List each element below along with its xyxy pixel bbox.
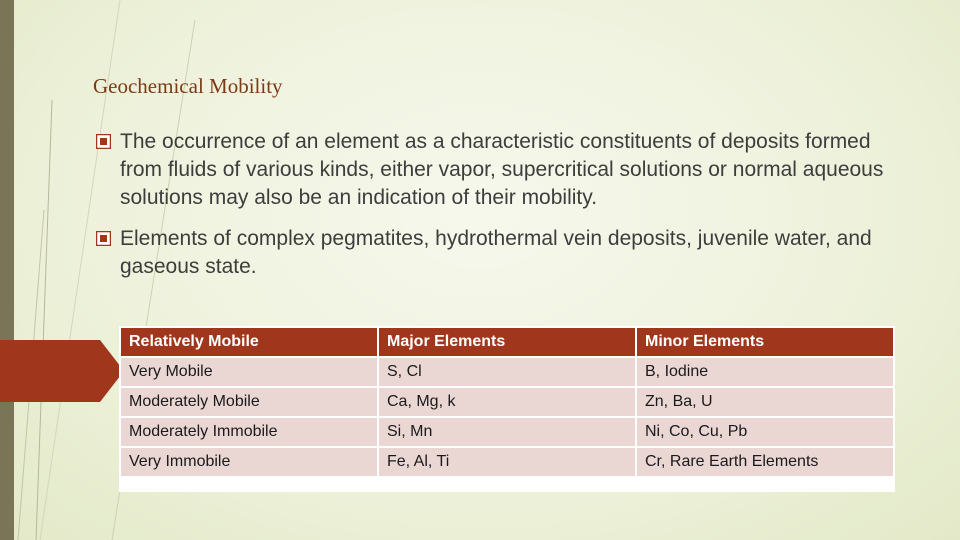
bullet-text: The occurrence of an element as a characteristic constituents of deposits formed from fluids of various kinds, either vapor, supercritical solutions or normal aqueous solutions may also be an indication of their mobility. [120,130,884,209]
table-cell: Si, Mn [379,418,635,446]
table-row [121,418,893,446]
header-cell: Major Elements [379,328,635,356]
red-arrow-shape [0,340,130,402]
header-cell: Relatively Mobile [121,328,377,356]
table-cell: Ni, Co, Cu, Pb [637,418,893,446]
table-cell: Very Mobile [121,358,377,386]
slide-title: Geochemical Mobility [93,74,283,98]
mobility-table-grid [119,326,895,478]
table-cell: Moderately Mobile [121,388,377,416]
bullet-item [96,128,916,212]
table-cell: Very Immobile [121,448,377,476]
table-row [121,388,893,416]
header-cell: Minor Elements [637,328,893,356]
table-header-row [121,328,893,356]
table-row [121,448,893,476]
bullet-text: Elements of complex pegmatites, hydrothermal vein deposits, juvenile water, and gaseous state. [120,227,872,278]
table-cell: Fe, Al, Ti [379,448,635,476]
mobility-table [119,326,895,492]
checkbox-bullet-icon [96,134,111,149]
table-cell: S, Cl [379,358,635,386]
bullet-item [96,225,916,281]
table-row [121,358,893,386]
table-cell: Ca, Mg, k [379,388,635,416]
table-cell: B, Iodine [637,358,893,386]
bullet-list [96,128,916,294]
table-cell: Moderately Immobile [121,418,377,446]
checkbox-bullet-icon [96,231,111,246]
table-cell: Zn, Ba, U [637,388,893,416]
table-cell: Cr, Rare Earth Elements [637,448,893,476]
